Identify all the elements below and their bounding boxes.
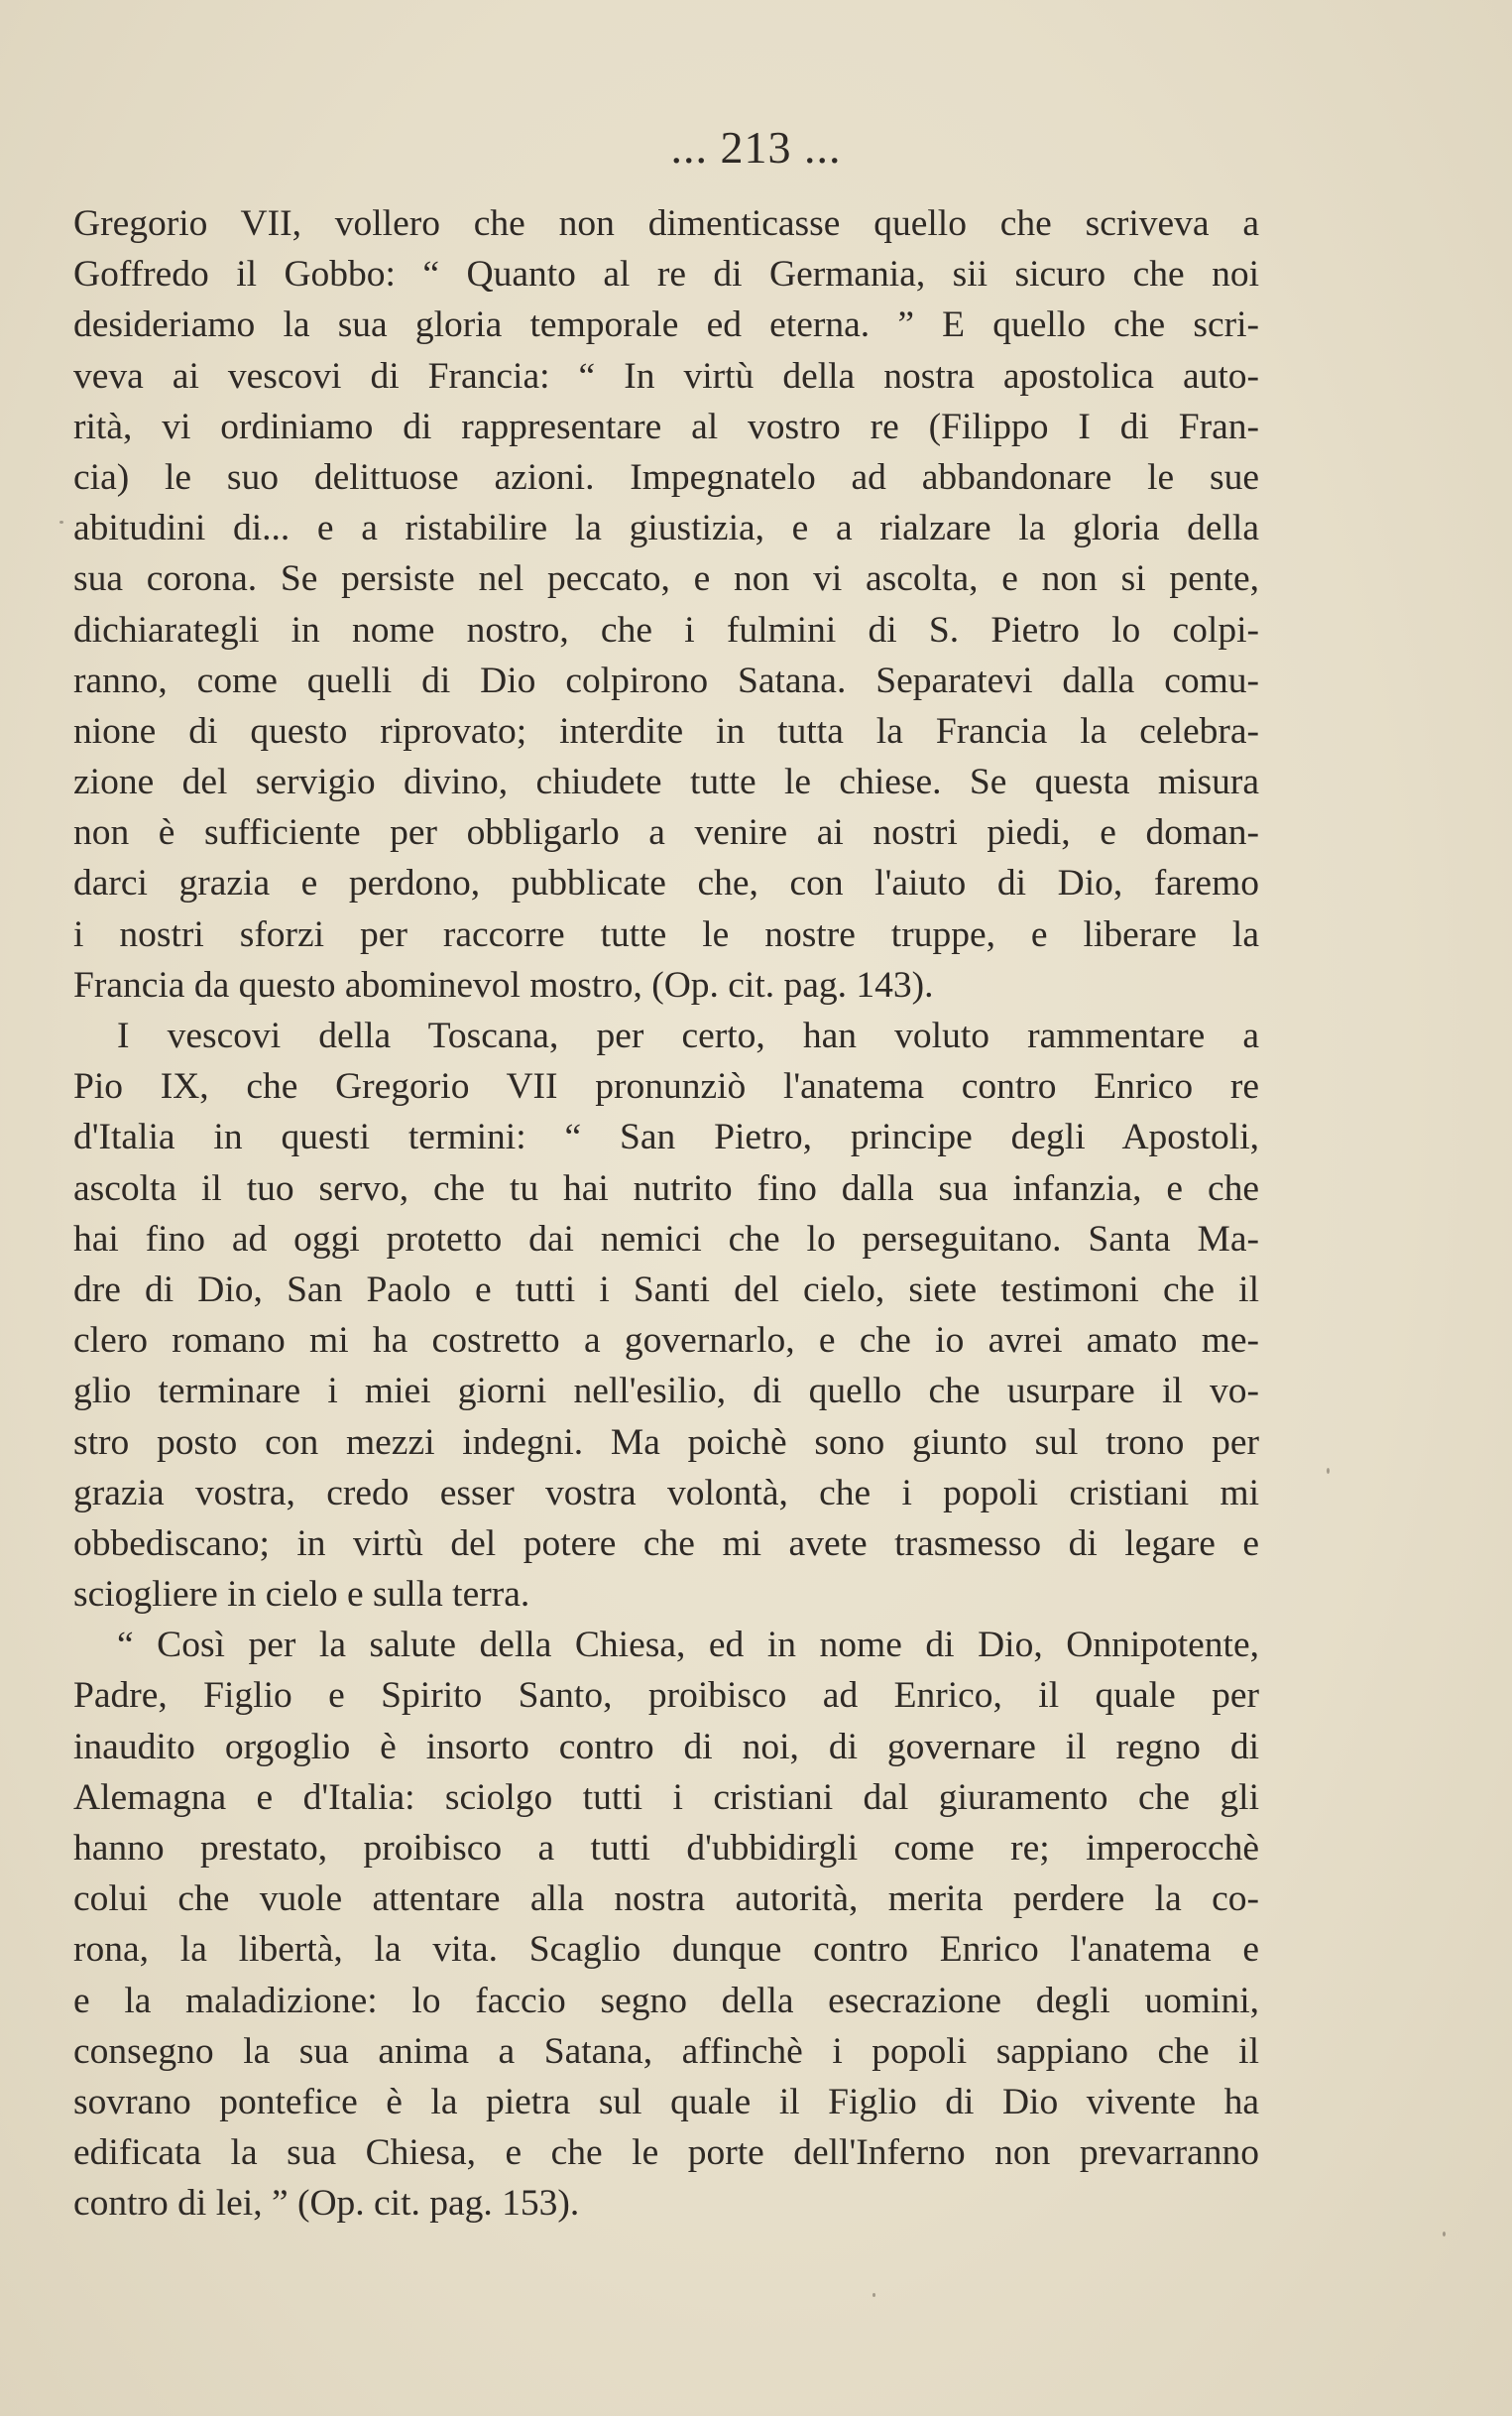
paper-speck [1327, 1468, 1330, 1474]
text-line: ranno, come quelli di Dio colpirono Satana. Separatevi dalla comu- [73, 660, 1259, 701]
text-line: hanno prestato, proibisco a tutti d'ubbidirgli come re; imperocchè [73, 1828, 1259, 1869]
text-line: hai fino ad oggi protetto dai nemici che lo perseguitano. Santa Ma- [73, 1218, 1259, 1260]
text-line: glio terminare i miei giorni nell'esilio, di quello che usurpare il vo- [73, 1371, 1259, 1412]
text-line: dre di Dio, San Paolo e tutti i Santi del cielo, siete testimoni che il [73, 1268, 1259, 1310]
text-line: zione del servigio divino, chiudete tutte le chiese. Se questa misura [73, 762, 1259, 803]
paper-speck [1443, 2232, 1446, 2236]
text-line: edificata la sua Chiesa, e che le porte dell'Inferno non prevarranno [73, 2132, 1259, 2174]
text-line: e la maladizione: lo faccio segno della esecrazione degli uomini, [73, 1980, 1259, 2021]
text-line: darci grazia e perdono, pubblicate che, con l'aiuto di Dio, faremo [73, 863, 1259, 905]
text-line: consegno la sua anima a Satana, affinchè i popoli sappiano che il [73, 2030, 1259, 2072]
text-line: stro posto con mezzi indegni. Ma poichè sono giunto sul trono per [73, 1421, 1259, 1463]
text-line: non è sufficiente per obbligarlo a venire ai nostri piedi, e doman- [73, 812, 1259, 854]
text-line: grazia vostra, credo esser vostra volontà, che i popoli cristiani mi [73, 1472, 1259, 1513]
text-line: contro di lei, ” (Op. cit. pag. 153). [73, 2183, 580, 2225]
text-line: cia) le suo delittuose azioni. Impegnatelo ad abbandonare le sue [73, 456, 1259, 498]
text-line: “ Così per la salute della Chiesa, ed in nome di Dio, Onnipotente, [117, 1625, 1259, 1666]
text-line: clero romano mi ha costretto a governarlo, e che io avrei amato me- [73, 1320, 1259, 1362]
page-number: ... 213 ... [670, 122, 842, 173]
text-line: d'Italia in questi termini: “ San Pietro, principe degli Apostoli, [73, 1117, 1259, 1158]
text-line: Goffredo il Gobbo: “ Quanto al re di Germania, sii sicuro che noi [73, 254, 1259, 296]
text-line: sovrano pontefice è la pietra sul quale il Figlio di Dio vivente ha [73, 2081, 1259, 2122]
text-line: abitudini di... e a ristabilire la giustizia, e a rialzare la gloria della [73, 508, 1259, 549]
text-line: I vescovi della Toscana, per certo, han voluto rammentare a [117, 1016, 1259, 1056]
paragraph [73, 1620, 1259, 2229]
paper-speck [59, 521, 63, 524]
paragraph [73, 1011, 1259, 1620]
text-line: sua corona. Se persiste nel peccato, e non vi ascolta, e non si pente, [73, 558, 1259, 600]
text-line: ascolta il tuo servo, che tu hai nutrito fino dalla sua infanzia, e che [73, 1167, 1259, 1209]
paragraph [73, 198, 1259, 1011]
text-line: dichiarategli in nome nostro, che i fulmini di S. Pietro lo colpi- [73, 609, 1259, 651]
body-text [73, 198, 1259, 2230]
text-line: Alemagna e d'Italia: sciolgo tutti i cristiani dal giuramento che gli [73, 1776, 1259, 1818]
text-line: colui che vuole attentare alla nostra autorità, merita perdere la co- [73, 1878, 1259, 1920]
paper-speck [872, 2293, 875, 2297]
text-line: rona, la libertà, la vita. Scaglio dunque contro Enrico l'anatema e [73, 1929, 1259, 1971]
text-line: rità, vi ordiniamo di rappresentare al vostro re (Filippo I di Fran- [73, 406, 1259, 447]
text-line: Francia da questo abominevol mostro, (Op. cit. pag. 143). [73, 964, 934, 1006]
text-line: obbediscano; in virtù del potere che mi avete trasmesso di legare e [73, 1522, 1259, 1564]
text-line: Gregorio VII, vollero che non dimenticasse quello che scriveva a [73, 203, 1259, 244]
text-line: veva ai vescovi di Francia: “ In virtù della nostra apostolica auto- [73, 355, 1259, 397]
text-line: Padre, Figlio e Spirito Santo, proibisco ad Enrico, il quale per [73, 1675, 1259, 1717]
text-line: i nostri sforzi per raccorre tutte le nostre truppe, e liberare la [73, 913, 1259, 955]
text-line: nione di questo riprovato; interdite in tutta la Francia la celebra- [73, 710, 1259, 752]
text-line: Pio IX, che Gregorio VII pronunziò l'anatema contro Enrico re [73, 1066, 1259, 1108]
text-line: inaudito orgoglio è insorto contro di noi, di governare il regno di [73, 1726, 1259, 1767]
text-line: sciogliere in cielo e sulla terra. [73, 1574, 530, 1616]
text-line: desideriamo la sua gloria temporale ed eterna. ” E quello che scri- [73, 304, 1259, 346]
